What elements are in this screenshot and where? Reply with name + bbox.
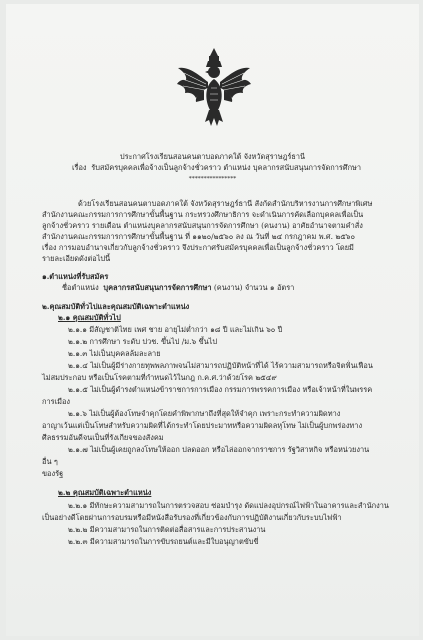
intro-line: ลูกจ้างชั่วคราว รายเดือน ตำแหน่งบุคลากรสนับสนุนการจัดการศึกษา (คนงาน) อาศัยอำนาจตามคำสั่ง bbox=[42, 221, 363, 230]
specific-qualification-line: ๒.๒.๓ มีความสามารถในการขับรถยนต์และมีใบอนุญาตขับขี่ bbox=[68, 537, 259, 546]
position-prefix: ชื่อตำแหน่ง bbox=[62, 283, 99, 292]
intro-line: ด้วยโรงเรียนสอนคนตาบอดภาคใต้ จังหวัดสุราษฎร์ธานี สังกัดสำนักบริหารงานการศึกษาพิเศษ bbox=[78, 199, 373, 208]
specific-qualification-line: เป็นอย่างดีโดยผ่านการอบรมหรือมีหนังสือรับรองที่เกี่ยวข้องกับการปฏิบัติงานเกี่ยวกับระบบไฟฟ้า bbox=[42, 513, 342, 522]
announcement-title: ประกาศโรงเรียนสอนคนตาบอดภาคใต้ จังหวัดสุราษฎร์ธานี bbox=[120, 152, 305, 161]
qualification-line: ๒.๑.๔ ไม่เป็นผู้มีร่างกายทุพพลภาพจนไม่สามารถปฏิบัติหน้าที่ได้ ไร้ความสามารถหรือจิตฟั่นเฟือน bbox=[68, 361, 373, 370]
subject-label: เรื่อง bbox=[72, 163, 87, 172]
qualification-line: อาญาเว้นแต่เป็นโทษสำหรับความผิดที่ได้กระทำโดยประมาทหรือความผิดลหุโทษ ไม่เป็นผู้บกพร่องทาง bbox=[42, 421, 363, 430]
qualification-line: ไม่สมประกอบ หรือเป็นโรคตามที่กำหนดไว้ในกฎ ก.ค.ศ.ว่าด้วยโรค ๒๕๔๙ bbox=[42, 373, 277, 382]
intro-line: สำนักงานคณะกรรมการการศึกษาขั้นพื้นฐาน กระทรวงศึกษาธิการ จะดำเนินการคัดเลือกบุคคลเพื่อเป็น bbox=[42, 210, 364, 219]
qualification-line: ๒.๑.๓ ไม่เป็นบุคคลล้มละลาย bbox=[68, 349, 161, 358]
qualification-line: ๒.๑.๑ มีสัญชาติไทย เพศ ชาย อายุไม่ต่ำกว่า ๑๘ ปี และไม่เกิน ๖๐ ปี bbox=[68, 325, 283, 334]
subject-text: รับสมัครบุคคลเพื่อจ้างเป็นลูกจ้างชั่วคราว ตำแหน่ง บุคลากรสนับสนุนการจัดการศึกษา bbox=[91, 163, 362, 172]
intro-line: เรื่อง การมอบอำนาจเกี่ยวกับลูกจ้างชั่วคราว จึงประกาศรับสมัครบุคคลเพื่อเป็นลูกจ้างชั่วคราว โดยมี bbox=[42, 243, 354, 252]
intro-line: รายละเอียดดังต่อไปนี้ bbox=[42, 254, 111, 263]
section-1-heading: ๑.ตำแหน่งที่รับสมัคร bbox=[42, 272, 109, 281]
qualification-line: ๒.๑.๒ การศึกษา ระดับ ปวช. ขึ้นไป /ม.๖ ขึ้นไป bbox=[68, 337, 218, 346]
garuda-emblem-icon bbox=[174, 46, 254, 130]
section-2-heading: ๒.คุณสมบัติทั่วไปและคุณสมบัติเฉพาะตำแหน่ง bbox=[42, 302, 190, 311]
position-suffix: (คนงาน) จำนวน ๑ อัตรา bbox=[213, 283, 295, 292]
specific-qualification-line: ๒.๒.๒ มีความสามารถในการติดต่อสื่อสารและการประสานงาน bbox=[68, 525, 266, 534]
qualification-line: ๒.๑.๕ ไม่เป็นผู้ดำรงตำแหน่งข้าราชการการเมือง กรรมการพรรคการเมือง หรือเจ้าหน้าที่ในพรรค bbox=[68, 385, 373, 394]
document-page bbox=[6, 4, 419, 636]
general-qualifications-heading: ๒.๑ คุณสมบัติทั่วไป bbox=[58, 313, 121, 322]
position-line bbox=[62, 283, 294, 293]
qualification-line: ศีลธรรมอันดีจนเป็นที่รังเกียจของสังคม bbox=[42, 433, 164, 442]
qualification-line: ๒.๑.๖ ไม่เป็นผู้ต้องโทษจำคุกโดยคำพิพากษาถึงที่สุดให้จำคุก เพราะกระทำความผิดทาง bbox=[68, 409, 341, 418]
specific-qualifications-heading: ๒.๒ คุณสมบัติเฉพาะตำแหน่ง bbox=[58, 488, 152, 497]
specific-qualification-line: ๒.๒.๑ มีทักษะความสามารถในการตรวจสอบ ซ่อมบำรุง ดัดแปลงอุปกรณ์ไฟฟ้าในอาคารและสำนักงาน bbox=[68, 501, 389, 510]
announcement-subject bbox=[72, 163, 361, 173]
qualification-line: การเมือง bbox=[42, 397, 71, 406]
qualification-line: ของรัฐ bbox=[42, 469, 64, 478]
title-separator: **************** bbox=[188, 175, 237, 182]
qualification-line: อื่น ๆ bbox=[42, 457, 58, 466]
position-name: บุคลากรสนับสนุนการจัดการศึกษา bbox=[103, 283, 212, 292]
intro-line: สำนักงานคณะกรรมการการศึกษาขั้นพื้นฐาน ที่ ๑๑๒๐/๒๕๖๐ ลง ณ วันที่ ๒๔ กรกฎาคม พ.ศ. ๒๕๖๐ bbox=[42, 232, 355, 241]
qualification-line: ๒.๑.๗ ไม่เป็นผู้เคยถูกลงโทษให้ออก ปลดออก หรือไล่ออกจากราชการ รัฐวิสาหกิจ หรือหน่วยงาน bbox=[68, 445, 370, 454]
